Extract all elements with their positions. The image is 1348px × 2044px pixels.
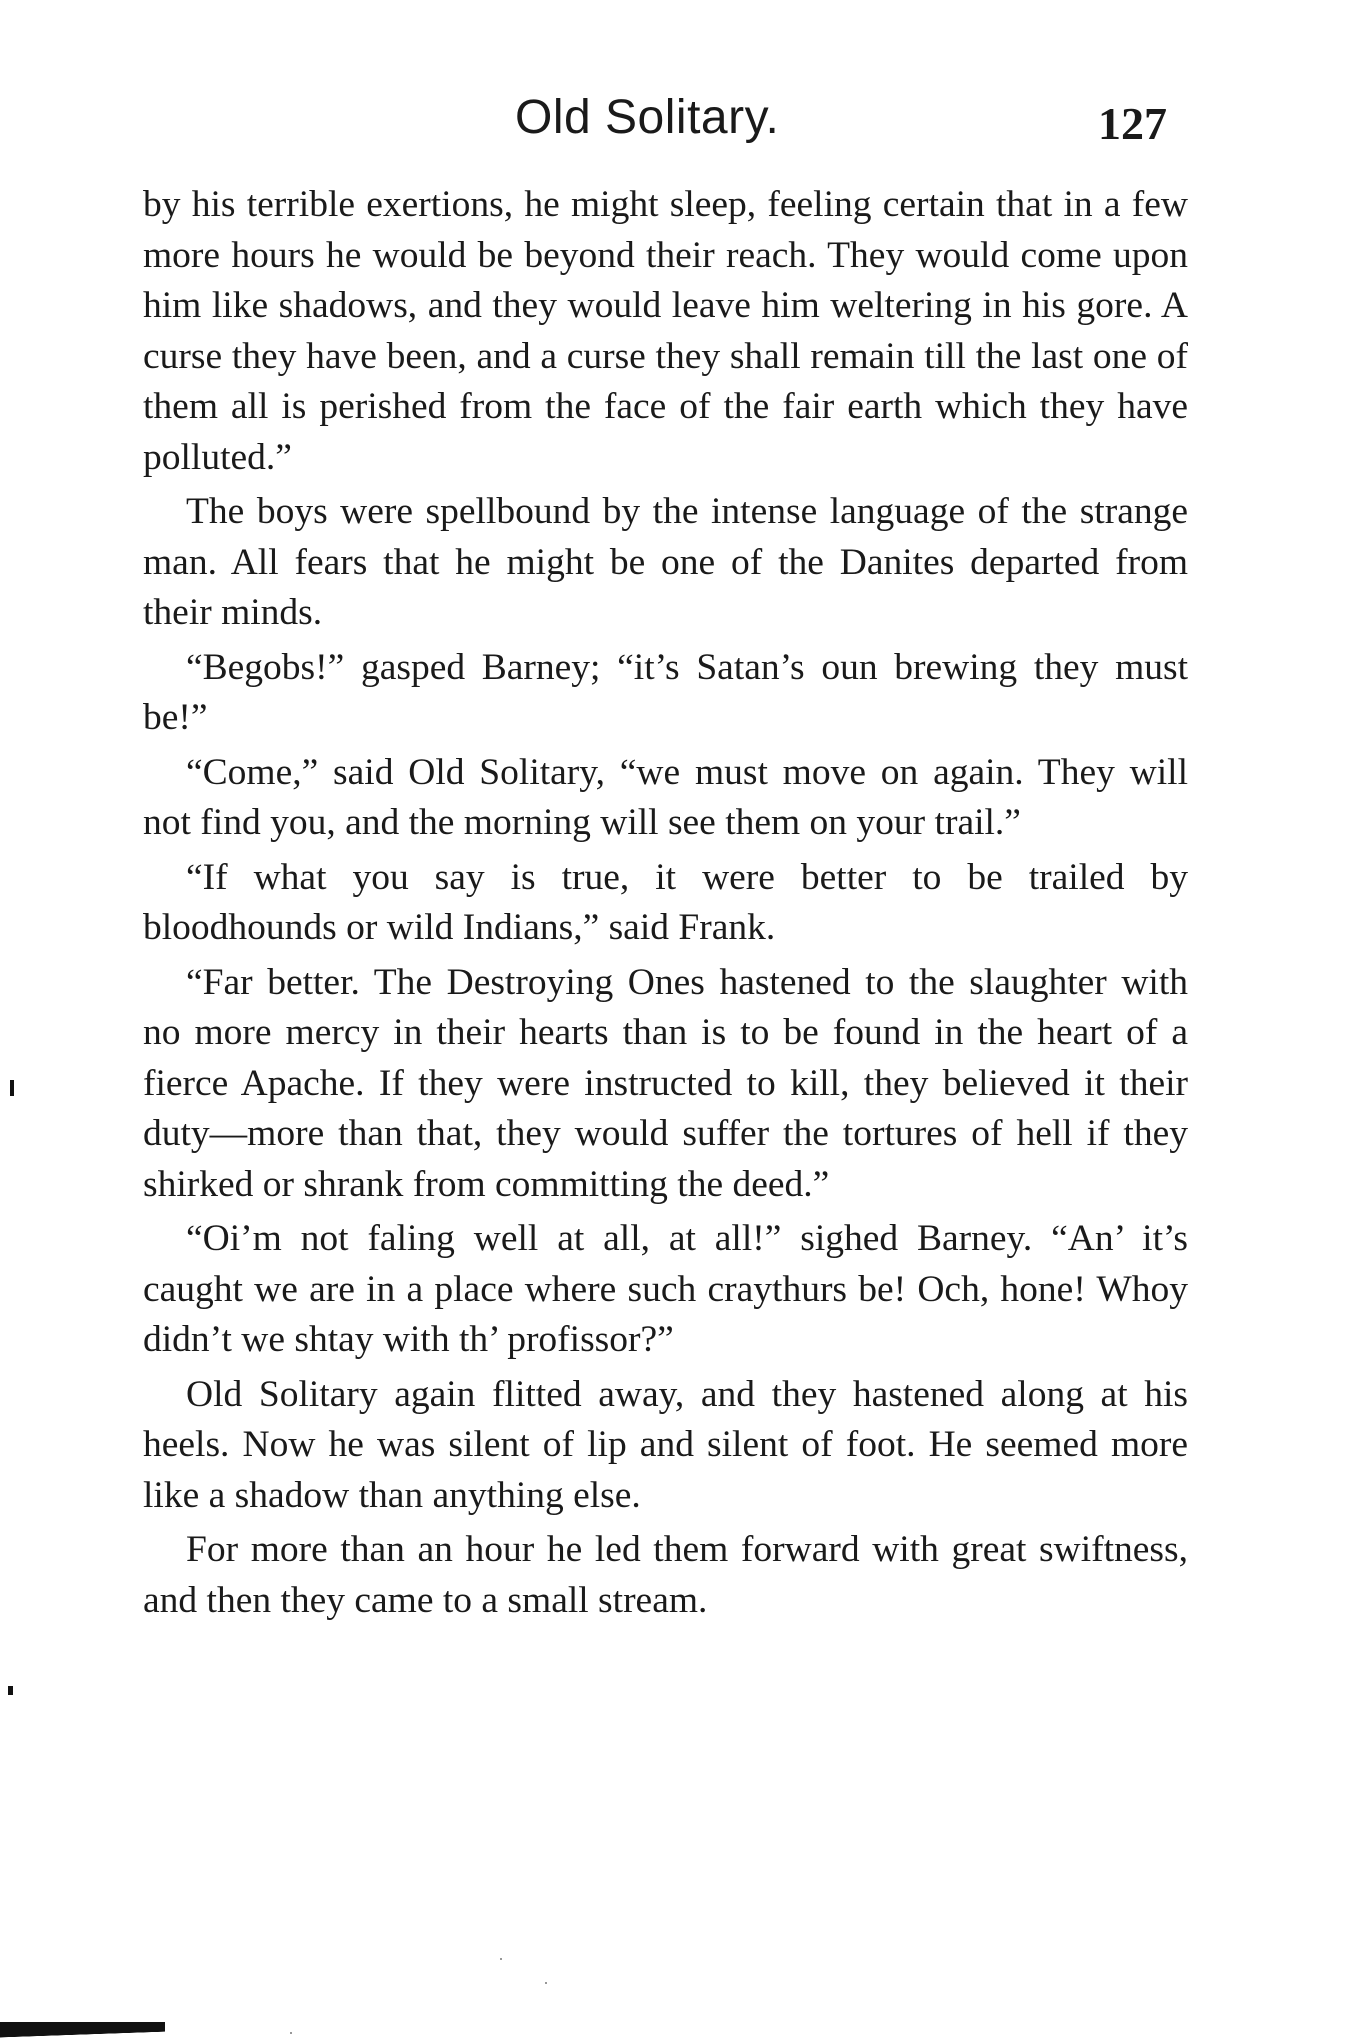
paragraph: “Far better. The Destroying Ones hastened to the slaughter with no more mercy in their hearts than is to be found in the heart of a fierce Apache. If they were instructed to kill, they believed it their duty—more than that, they would suffer the tortures of hell if they shirked or shrank from committing the deed.” (143, 961, 1188, 1205)
scan-mark (10, 1080, 14, 1096)
paragraph: Old Solitary again flitted away, and they hastened along at his heels. Now he was silent of lip and silent of foot. He seemed more like a shadow than anything else. (143, 1373, 1188, 1516)
paragraph: “Begobs!” gasped Barney; “it’s Satan’s oun brewing they must be!” (143, 646, 1188, 738)
page-number: 127 (1098, 98, 1167, 149)
paragraph: “Oi’m not faling well at all, at all!” sighed Barney. “An’ it’s caught we are in a place where such craythurs be! Och, hone! Whoy didn’t we shtay with th’ profissor?” (143, 1218, 1188, 1360)
dust-speck (545, 1982, 547, 1984)
page-header (0, 88, 1348, 158)
text-body (143, 180, 1188, 1630)
paragraph: “Come,” said Old Solitary, “we must move on again. They will not find you, and the morning will see them on your trail.” (143, 751, 1188, 843)
paragraph: “If what you say is true, it were better to be trailed by bloodhounds or wild Indians,” said Frank. (143, 856, 1188, 948)
scan-mark (8, 1686, 13, 1695)
page-edge-shadow (0, 2022, 165, 2044)
paragraph-continued: by his terrible exertions, he might sleep, feeling certain that in a few more hours he would be beyond their reach. They would come upon him like shadows, and they would leave him weltering in his gore. A curse they have been, and a curse they shall remain till the last one of them all is perished from the face of the fair earth which they have polluted.” (143, 184, 1188, 478)
running-title: Old Solitary. (515, 91, 780, 144)
dust-speck (290, 2032, 292, 2034)
paragraph-final: For more than an hour he led them forward with great swiftness, and then they came to a small stream. (143, 1529, 1188, 1621)
dust-speck (500, 1958, 502, 1960)
paragraph: The boys were spellbound by the intense language of the strange man. All fears that he might be one of the Danites departed from their minds. (143, 491, 1188, 633)
